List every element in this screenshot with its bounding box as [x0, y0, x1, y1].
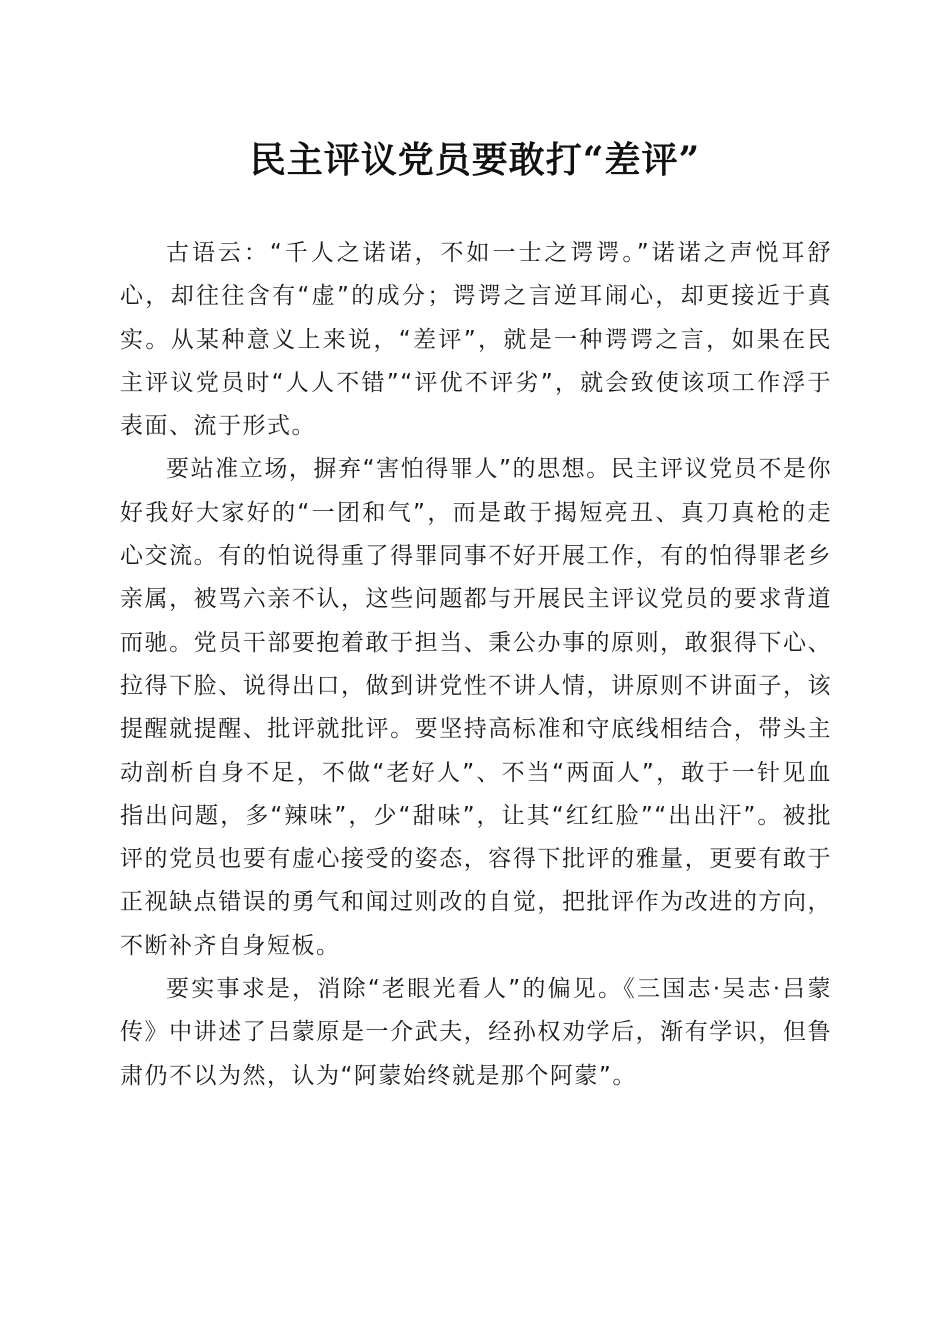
- paragraph: 古语云：“千人之诺诺，不如一士之谔谔。”诺诺之声悦耳舒心，却往往含有“虚”的成分；谔谔之言逆耳闹心，却更接近于真实。从某种意义上来说，“差评”，就是一种谔谔之言，如果在民主评议党员时“人人不错”“评优不评劣”，就会致使该项工作浮于表面、流于形式。: [120, 240, 832, 440]
- paragraph: 要实事求是，消除“老眼光看人”的偏见。《三国志·吴志·吕蒙传》中讲述了吕蒙原是一介武夫，经孙权劝学后，渐有学识，但鲁肃仍不以为然，认为“阿蒙始终就是那个阿蒙”。: [120, 976, 832, 1089]
- paragraph: 要站准立场，摒弃“害怕得罪人”的思想。民主评议党员不是你好我好大家好的“一团和气”，而是敢于揭短亮丑、真刀真枪的走心交流。有的怕说得重了得罪同事不好开展工作，有的怕得罪老乡亲属，被骂六亲不认，这些问题都与开展民主评议党员的要求背道而驰。党员干部要抱着敢于担当、秉公办事的原则，敢狠得下心、拉得下脸、说得出口，做到讲党性不讲人情，讲原则不讲面子，该提醒就提醒、批评就批评。要坚持高标准和守底线相结合，带头主动剖析自身不足，不做“老好人”、不当“两面人”，敢于一针见血指出问题，多“辣味”，少“甜味”，让其“红红脸”“出出汗”。被批评的党员也要有虚心接受的姿态，容得下批评的雅量，更要有敢于正视缺点错误的勇气和闻过则改的自觉，把批评作为改进的方向，不断补齐自身短板。: [120, 456, 832, 959]
- document-title: 民主评议党员要敢打“差评”: [249, 139, 701, 181]
- document-body: [120, 232, 832, 1098]
